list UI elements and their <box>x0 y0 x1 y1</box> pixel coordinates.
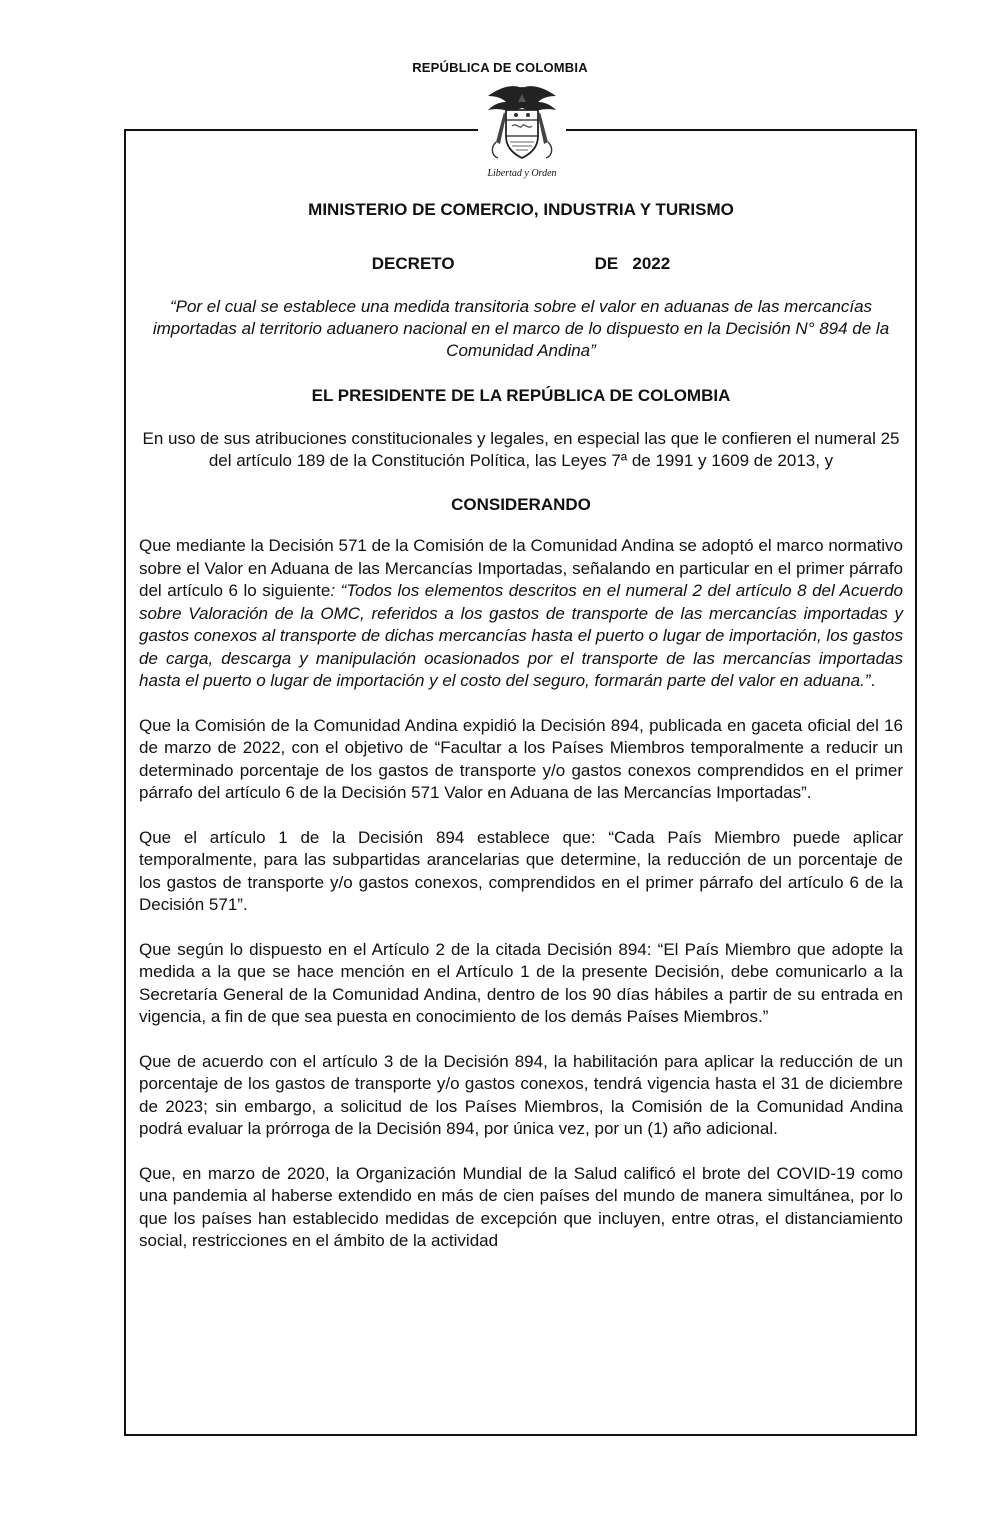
document-body <box>139 196 903 1253</box>
paragraph-1-quote: : “Todos los elementos descritos en el numeral 2 del artículo 8 del Acuerdo sobre Valoración de la OMC, referidos a los gastos de transporte de las mercancías importadas y gastos conexos al transporte de dichas mercancías hasta el puerto o lugar de importación, los gastos de carga, descarga y manipulación ocasionados por el transporte de las mercancías importadas hasta el puerto o lugar de importación y el costo del seguro, formarán parte del valor en aduana.” <box>139 581 903 690</box>
decree-title: “Por el cual se establece una medida transitoria sobre el valor en aduanas de las mercancías importadas al territorio aduanero nacional en el marco de lo dispuesto en la Decisión N° 894 de la Comunidad Andina” <box>152 297 890 360</box>
paragraph-2: Que la Comisión de la Comunidad Andina expidió la Decisión 894, publicada en gaceta oficial del 16 de marzo de 2022, con el objetivo de “Facultar a los Países Miembros temporalmente a reducir un determinado porcentaje de los gastos de transporte y/o gastos conexos comprendidos en el primer párrafo del artículo 6 de la Decisión 571 Valor en Aduana de las Mercancías Importadas”. <box>139 715 903 802</box>
ministry-heading: MINISTERIO DE COMERCIO, INDUSTRIA Y TURISMO <box>308 200 734 219</box>
frame-top-right-rule <box>566 129 917 131</box>
decree-label: DECRETO <box>371 254 455 273</box>
paragraph-4: Que según lo dispuesto en el Artículo 2 de la citada Decisión 894: “El País Miembro que adopte la medida a la que se hace mención en el Artículo 1 de la presente Decisión, debe comunicarlo a la Secretaría General de la Comunidad Andina, dentro de los 90 días hábiles a partir de su entrada en vigencia, a fin de que sea puesta en conocimiento de los demás Países Miembros.” <box>139 939 903 1026</box>
paragraph-1-text: Que mediante la Decisión 571 de la Comisión de la Comunidad Andina se adoptó el marco normativo sobre el Valor en Aduana de las Mercancías Importadas, señalando en particular en el primer párrafo del artículo 6 lo siguiente <box>139 536 903 600</box>
seal-motto: Libertad y Orden <box>487 168 557 179</box>
republic-heading: REPÚBLICA DE COLOMBIA <box>412 60 588 75</box>
paragraph-3: Que el artículo 1 de la Decisión 894 establece que: “Cada País Miembro puede aplicar temporalmente, para las subpartidas arancelarias que determine, la reducción de un porcentaje de los gastos de transporte y/o gastos conexos, comprendidos en el primer párrafo del artículo 6 de la Decisión 571”. <box>139 827 903 914</box>
frame-top-left-rule <box>124 129 478 131</box>
decree-heading <box>139 252 903 276</box>
paragraph-1 <box>139 535 903 693</box>
paragraph-5: Que de acuerdo con el artículo 3 de la Decisión 894, la habilitación para aplicar la reducción de un porcentaje de los gastos de transporte y/o gastos conexos, tendrá vigencia hasta el 31 de diciembre de 2023; sin embargo, a solicitud de los Países Miembros, la Comisión de la Comunidad Andina podrá evaluar la prórroga de la Decisión 894, por única vez, por un (1) año adicional. <box>139 1051 903 1138</box>
paragraph-1-end: . <box>870 671 876 690</box>
powers-statement: En uso de sus atribuciones constitucionales y legales, en especial las que le confieren el numeral 25 del artículo 189 de la Constitución Política, las Leyes 7ª de 1991 y 1609 de 2013, y <box>142 429 900 470</box>
considering-heading: CONSIDERANDO <box>451 495 591 514</box>
decree-year: DE 2022 <box>594 254 671 273</box>
president-heading: EL PRESIDENTE DE LA REPÚBLICA DE COLOMBIA <box>311 386 731 405</box>
paragraph-6: Que, en marzo de 2020, la Organización Mundial de la Salud calificó el brote del COVID-19 como una pandemia al haberse extendido en más de cien países del mundo de manera simultánea, por lo que los países han establecido medidas de excepción que incluyen, entre otras, el distanciamiento social, restricciones en el ámbito de la actividad <box>139 1163 903 1250</box>
